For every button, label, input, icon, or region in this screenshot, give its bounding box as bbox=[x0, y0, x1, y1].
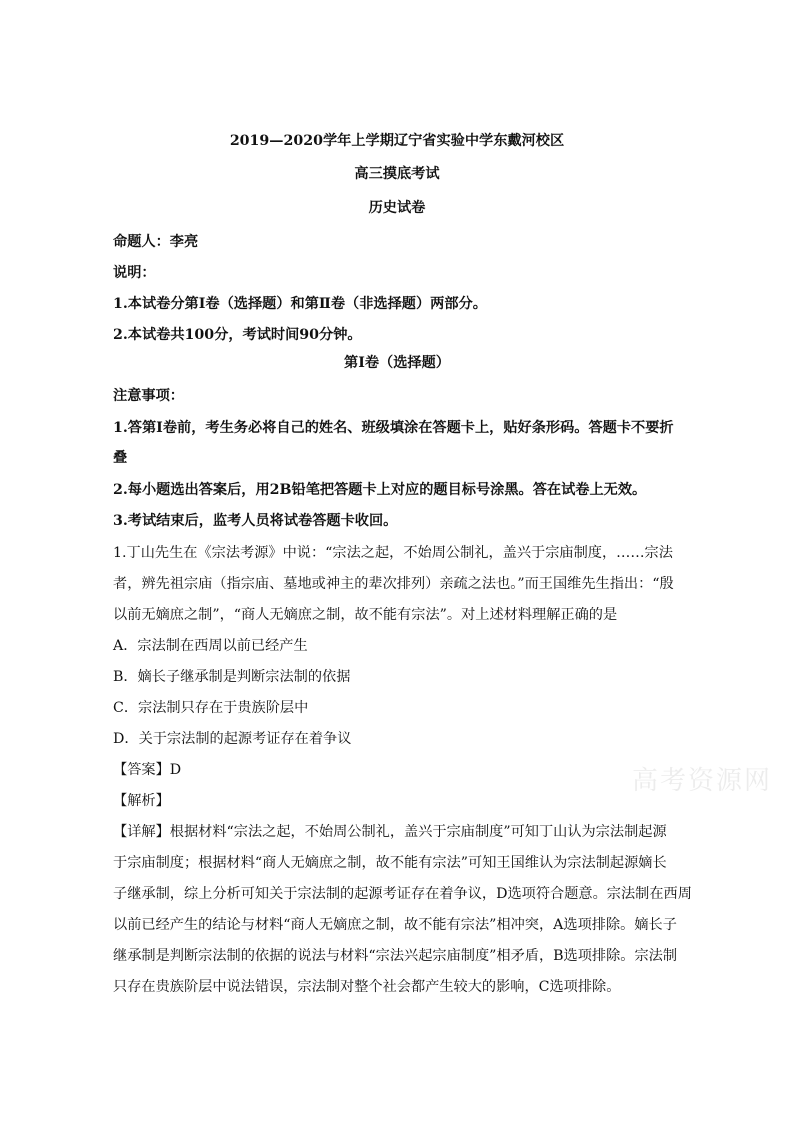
notes-label: 说明： bbox=[113, 265, 156, 281]
option-b: B．嫡长子继承制是判断宗法制的依据 bbox=[113, 669, 351, 685]
question-stem-line: 1.丁山先生在《宗法考源》中说：“宗法之起，不始周公制礼，盖兴于宗庙制度，……宗法 bbox=[113, 545, 673, 561]
analysis-line: 以前已经产生的结论与材料“商人无嫡庶之制，故不能有宗法”相冲突，A选项排除。嫡长子 bbox=[113, 917, 677, 933]
option-d: D．关于宗法制的起源考证存在着争议 bbox=[113, 731, 352, 747]
exam-title: 2019—2020学年上学期辽宁省实验中学东戴河校区 bbox=[229, 133, 565, 149]
attention-item: 3.考试结束后，监考人员将试卷答题卡收回。 bbox=[113, 513, 398, 529]
analysis-label: 【解析】 bbox=[113, 793, 170, 809]
note-item: 1.本试卷分第Ⅰ卷（选择题）和第Ⅱ卷（非选择题）两部分。 bbox=[113, 296, 487, 312]
question-stem-line: 者，辨先祖宗庙（指宗庙、墓地或神主的辈次排列）亲疏之法也。”而王国维先生指出：“殷 bbox=[113, 576, 674, 592]
section-title: 第Ⅰ卷（选择题） bbox=[344, 355, 450, 371]
exam-subject: 历史试卷 bbox=[368, 200, 426, 216]
note-item: 2.本试卷共100分，考试时间90分钟。 bbox=[113, 327, 362, 343]
analysis-line: 继承制是判断宗法制的依据的说法与材料“宗法兴起宗庙制度”相矛盾，B选项排除。宗法制 bbox=[113, 948, 678, 964]
attention-item: 叠 bbox=[113, 450, 128, 466]
analysis-line: 只存在贵族阶层中说法错误，宗法制对整个社会都产生较大的影响，C选项排除。 bbox=[113, 979, 621, 995]
analysis-line: 于宗庙制度；根据材料“商人无嫡庶之制，故不能有宗法”可知王国维认为宗法制起源嫡长 bbox=[113, 855, 667, 871]
author-line: 命题人：李亮 bbox=[113, 234, 199, 250]
analysis-line: 【详解】根据材料“宗法之起，不始周公制礼，盖兴于宗庙制度”可知丁山认为宗法制起源 bbox=[113, 824, 667, 840]
answer-line: 【答案】D bbox=[113, 762, 182, 778]
analysis-line: 子继承制，综上分析可知关于宗法制的起源考证存在着争议，D选项符合题意。宗法制在西周 bbox=[113, 886, 692, 902]
watermark: 高考资源网 bbox=[632, 766, 773, 796]
question-stem-line: 以前无嫡庶之制”，“商人无嫡庶之制，故不能有宗法”。对上述材料理解正确的是 bbox=[113, 607, 618, 623]
attention-item: 1.答第Ⅰ卷前，考生务必将自己的姓名、班级填涂在答题卡上，贴好条形码。答题卡不要折 bbox=[113, 420, 674, 436]
attention-label: 注意事项： bbox=[113, 388, 184, 404]
attention-item: 2.每小题选出答案后，用2B铅笔把答题卡上对应的题目标号涂黑。答在试卷上无效。 bbox=[113, 482, 647, 498]
option-c: C．宗法制只存在于贵族阶层中 bbox=[113, 700, 309, 716]
exam-subtitle: 高三摸底考试 bbox=[354, 166, 440, 182]
option-a: A．宗法制在西周以前已经产生 bbox=[113, 638, 308, 654]
